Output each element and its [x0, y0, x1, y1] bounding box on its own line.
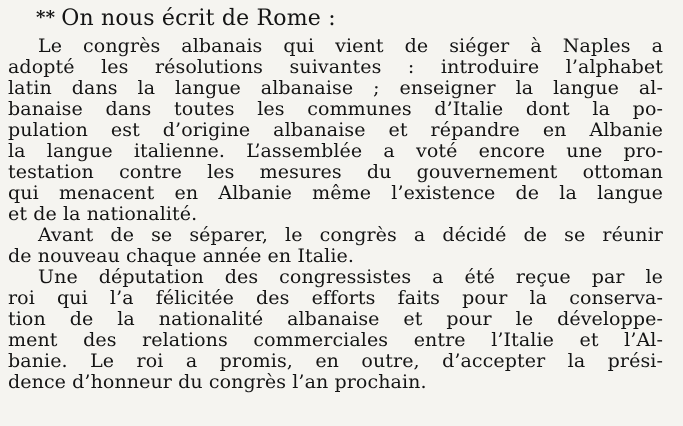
text-line: et de la nationalité. [8, 203, 198, 225]
text-line: de nouveau chaque année en Italie. [8, 245, 354, 267]
text-line: pulation est d’origine albanaise et répandre en Albanie [8, 119, 663, 141]
text-line: testation contre les mesures du gouvernement ottoman [8, 161, 663, 183]
text-line: banie. Le roi a promis, en outre, d’accepter la prési- [8, 350, 663, 372]
article-heading [36, 4, 336, 35]
paragraph-1 [8, 36, 663, 225]
text-line: latin dans la langue albanaise ; enseigner la langue al- [8, 77, 663, 99]
text-line: Le congrès albanais qui vient de siéger à Naples a [38, 35, 663, 57]
text-line: dence d’honneur du congrès l’an prochain. [8, 371, 427, 393]
text-line: la langue italienne. L’assemblée a voté encore une pro- [8, 140, 663, 162]
paragraph-3 [8, 267, 663, 393]
asterism: ** [36, 7, 56, 28]
heading-text: On nous écrit de Rome : [61, 6, 336, 31]
text-line: adopté les résolutions suivantes : introduire l’alphabet [8, 56, 663, 78]
text-line: ment des relations commerciales entre l’Italie et l’Al- [8, 329, 663, 351]
paragraph-2 [8, 225, 663, 267]
text-line: Une députation des congressistes a été reçue par le [38, 266, 663, 288]
text-line: Avant de se séparer, le congrès a décidé de se réunir [38, 224, 663, 246]
text-line: tion de la nationalité albanaise et pour le développe- [8, 308, 663, 330]
text-line: banaise dans toutes les communes d’Italie dont la po- [8, 98, 663, 120]
text-line: roi qui l’a félicitée des efforts faits pour la conserva- [8, 287, 663, 309]
article-body [8, 36, 663, 393]
text-line: qui menacent en Albanie même l’existence de la langue [8, 182, 663, 204]
